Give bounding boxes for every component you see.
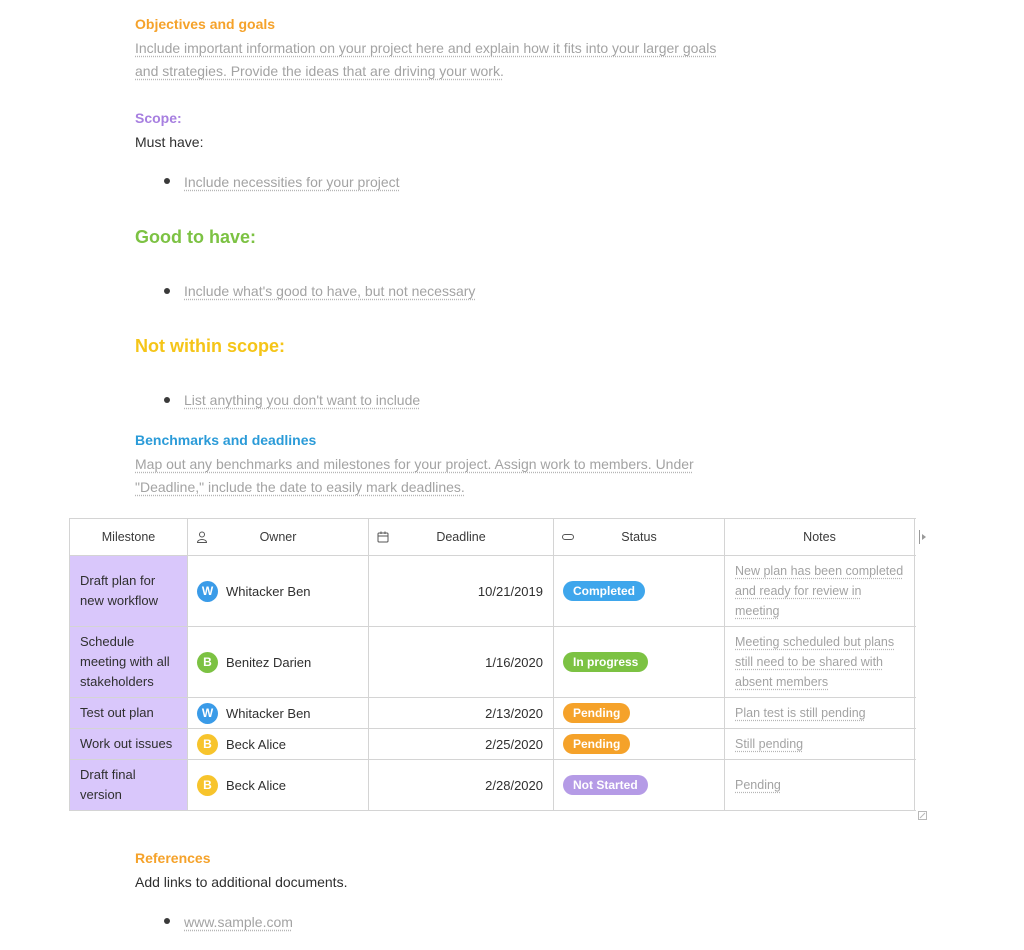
status-cell[interactable] (554, 627, 725, 697)
milestone-cell[interactable]: Draft plan for new workflow (70, 556, 188, 626)
column-header-milestone[interactable]: Milestone (70, 519, 188, 555)
avatar: B (197, 734, 218, 755)
calendar-icon (377, 531, 389, 543)
status-badge[interactable]: Not Started (563, 775, 648, 795)
objectives-text-line2[interactable]: and strategies. Provide the ideas that are driving your work. (135, 63, 504, 79)
bullet-icon (164, 288, 170, 294)
milestone-cell[interactable]: Schedule meeting with all stakeholders (70, 627, 188, 697)
resize-icon[interactable] (918, 811, 927, 820)
milestone-cell[interactable]: Test out plan (70, 698, 188, 728)
references-text: Add links to additional documents. (135, 874, 348, 890)
owner-cell[interactable]: B Beck Alice (188, 729, 369, 759)
objectives-heading: Objectives and goals (135, 16, 276, 32)
notes-cell[interactable]: New plan has been completed and ready for review in meeting (725, 556, 915, 626)
milestone-cell[interactable]: Draft final version (70, 760, 188, 810)
table-header-row (70, 519, 916, 556)
status-badge[interactable]: Completed (563, 581, 645, 601)
references-heading: References (135, 850, 211, 866)
must-have-item[interactable]: Include necessities for your project (184, 174, 400, 190)
status-pill-icon (562, 531, 574, 543)
table-row[interactable] (70, 556, 916, 627)
must-have-label: Must have: (135, 134, 204, 150)
deadline-cell[interactable]: 1/16/2020 (369, 627, 554, 697)
status-cell[interactable] (554, 760, 725, 810)
column-header-notes[interactable]: Notes (725, 519, 915, 555)
bullet-icon (164, 178, 170, 184)
status-badge[interactable]: In progress (563, 652, 648, 672)
benchmarks-text-line2[interactable]: "Deadline," include the date to easily mark deadlines. (135, 479, 465, 495)
notes-cell[interactable]: Plan test is still pending (725, 698, 915, 728)
status-cell[interactable] (554, 556, 725, 626)
deadline-cell[interactable]: 2/25/2020 (369, 729, 554, 759)
column-header-deadline[interactable]: Deadline (369, 519, 554, 555)
column-header-owner[interactable]: Owner (188, 519, 369, 555)
milestones-table (69, 518, 916, 811)
avatar: W (197, 703, 218, 724)
column-header-status[interactable]: Status (554, 519, 725, 555)
benchmarks-text-line1[interactable]: Map out any benchmarks and milestones for your project. Assign work to members. Under (135, 456, 694, 472)
status-badge[interactable]: Pending (563, 703, 630, 723)
deadline-cell[interactable]: 2/13/2020 (369, 698, 554, 728)
not-within-scope-item[interactable]: List anything you don't want to include (184, 392, 421, 408)
table-row[interactable] (70, 627, 916, 698)
avatar: B (197, 652, 218, 673)
reference-link[interactable]: www.sample.com (184, 914, 293, 930)
owner-cell[interactable]: B Benitez Darien (188, 627, 369, 697)
owner-cell[interactable]: B Beck Alice (188, 760, 369, 810)
table-row[interactable] (70, 729, 916, 760)
status-cell[interactable] (554, 698, 725, 728)
notes-cell[interactable]: Pending (725, 760, 915, 810)
add-column-handle-icon[interactable] (918, 530, 928, 544)
objectives-text-line1[interactable]: Include important information on your project here and explain how it fits into your larger goals (135, 40, 717, 56)
table-row[interactable] (70, 698, 916, 729)
deadline-cell[interactable]: 10/21/2019 (369, 556, 554, 626)
scope-heading: Scope: (135, 110, 182, 126)
notes-cell[interactable]: Still pending (725, 729, 915, 759)
bullet-icon (164, 397, 170, 403)
good-to-have-item[interactable]: Include what's good to have, but not necessary (184, 283, 476, 299)
avatar: W (197, 581, 218, 602)
bullet-icon (164, 918, 170, 924)
table-row[interactable] (70, 760, 916, 811)
avatar: B (197, 775, 218, 796)
owner-cell[interactable]: W Whitacker Ben (188, 698, 369, 728)
owner-cell[interactable]: W Whitacker Ben (188, 556, 369, 626)
status-cell[interactable] (554, 729, 725, 759)
deadline-cell[interactable]: 2/28/2020 (369, 760, 554, 810)
good-to-have-heading: Good to have: (135, 227, 256, 247)
person-icon (196, 531, 208, 543)
benchmarks-heading: Benchmarks and deadlines (135, 432, 317, 448)
milestone-cell[interactable]: Work out issues (70, 729, 188, 759)
notes-cell[interactable]: Meeting scheduled but plans still need to be shared with absent members (725, 627, 915, 697)
status-badge[interactable]: Pending (563, 734, 630, 754)
not-within-scope-heading: Not within scope: (135, 336, 285, 356)
